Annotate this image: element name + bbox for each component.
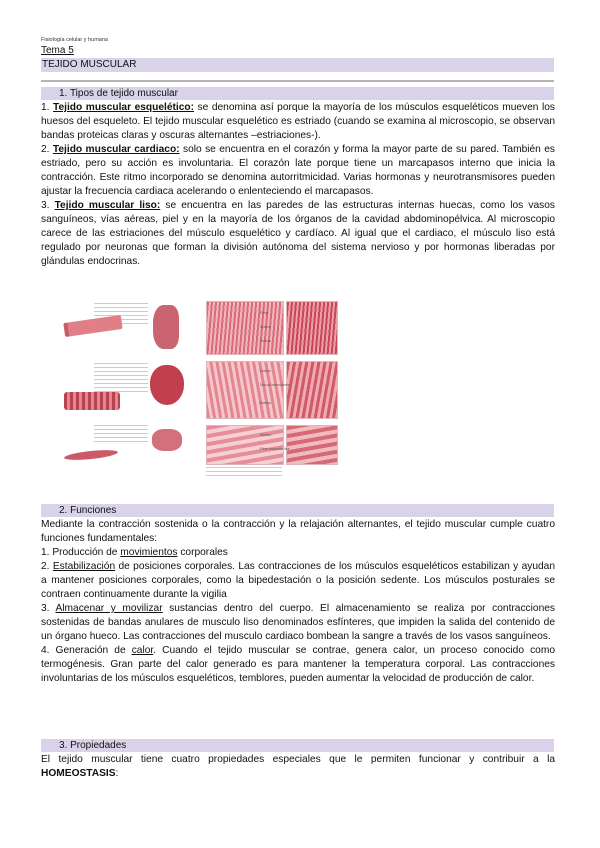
figure-caption-text (206, 467, 282, 479)
skeletal-caption-text (94, 303, 148, 325)
figure-label: Núcleo (260, 369, 271, 373)
item-text: corporales (177, 547, 228, 558)
smooth-fiber-illustration (64, 448, 119, 462)
item-text: . Cuando el tejido muscular se contrae, genera calor, un proceso conocido como termogénesis. Gran parte del calor generado es para mantener la temperatura corporal. Las contracciones involuntarias de los músculos esqueléticos, temblores, pueden aumentar la velocidad de producción de calor. (41, 645, 555, 684)
section-heading-funciones: 2. Funciones (41, 504, 554, 517)
divider (41, 80, 554, 82)
section-body-tipos (41, 101, 555, 269)
figure-label: Fibra (260, 311, 268, 315)
propiedades-intro (41, 753, 555, 781)
figure-label: Núcleo (260, 325, 271, 329)
tipo-item (41, 101, 555, 143)
tema-label: Tema 5 (41, 45, 74, 56)
item-text: solo se encuentra en el corazón y forma la mayor parte de su pared. También es estriado, pero su acción es involuntaria. El corazón late porque tiene un marcapasos interno que inicia la contracción. Este ritmo incorporado se denomina autorritmicidad. Varias hormonas y neurotransmisores pueden ajustar la frecuencia cardiaca acelerando o enlenteciendo el marcapasos. (41, 144, 555, 197)
item-prefix: 2. (41, 561, 53, 572)
figure-label: Estrías (260, 339, 271, 343)
figure-label: Fibra muscular lisa (260, 447, 290, 451)
cardiac-tissue-micrograph-b (286, 361, 338, 419)
item-term: Tejido muscular liso: (54, 200, 161, 211)
item-keyword: Almacenar y movilizar (55, 603, 163, 614)
section-heading-propiedades: 3. Propiedades (41, 739, 554, 752)
item-keyword: movimientos (120, 547, 178, 558)
item-text: sustancias dentro del cuerpo. El almacenamiento se realiza por contracciones sostenidas de bandas anulares de musculo liso denominados esfínteres, que impiden la salida del contenido de un órgano hueco. Las contracciones del musculo cardiaco bombean la sangre a través de los vasos sanguíneos. (41, 603, 555, 642)
smooth-tissue-micrograph-a (206, 425, 284, 465)
item-text: se denomina así porque la mayoría de los músculos esqueléticos mueven los huesos del esqueleto. El tejido muscular esquelético es estriado (cuando se examina al microscopio, se observan bandas proteicas claras y oscuras alternantes –estriaciones-). (41, 102, 556, 141)
smooth-tissue-micrograph-b (286, 425, 338, 465)
item-prefix: 1. Producción de (41, 547, 121, 558)
cardiac-caption-text (94, 363, 148, 395)
item-prefix: 4. Generación de (41, 645, 132, 656)
course-name: Fisiología celular y humana (41, 37, 108, 43)
funcion-item (41, 560, 555, 602)
item-keyword: Estabilización (52, 561, 116, 572)
skeletal-tissue-micrograph-b (286, 301, 338, 355)
chapter-title: TEJIDO MUSCULAR (41, 58, 554, 72)
section-body-funciones (41, 518, 555, 686)
muscle-tissue-figure (58, 297, 338, 487)
homeostasis-term: HOMEOSTASIS (41, 768, 116, 779)
funcion-item (41, 546, 555, 560)
item-text: se encuentra en las paredes de las estructuras internas huecas, como los vasos sanguíneos, vías aéreas, piel y en la mayoría de los órganos de la cavidad abdominopélvica. Al microscopio carece de las estriaciones del músculo esquelético y cardíaco. Al igual que el cardiaco, el músculo liso está regulado por neuronas que forman la división autónoma del sistema nervioso y por hormonas liberadas por glándulas endocrinas. (41, 200, 555, 267)
section-body-propiedades (41, 753, 555, 781)
arm-muscle-illustration (153, 305, 179, 349)
item-number: 3. (41, 200, 55, 211)
figure-label: Discos intercalares (260, 383, 290, 387)
item-text: de posiciones corporales. Las contracciones de los músculos esqueléticos estabilizan y ayudan a mantener posiciones corporales, como la bipedestación o la posición sedente. Los músculos posturales se contraen continuamente durante la vigilia (41, 561, 556, 600)
tipo-item (41, 199, 555, 269)
tipo-item (41, 143, 555, 199)
figure-label: Estrías (260, 401, 271, 405)
figure-label: Núcleo (260, 433, 271, 437)
item-term: Tejido muscular esquelético: (53, 102, 195, 113)
section-heading-tipos: 1. Tipos de tejido muscular (41, 87, 554, 100)
item-number: 1. (41, 102, 54, 113)
item-keyword: calor (131, 645, 154, 656)
heart-illustration (150, 365, 184, 405)
funcion-item (41, 644, 555, 686)
funciones-intro: Mediante la contracción sostenida o la contracción y la relajación alternantes, el tejido muscular cumple cuatro funciones fundamentales: (41, 519, 555, 544)
cardiac-tissue-micrograph-a (206, 361, 284, 419)
intro-text: El tejido muscular tiene cuatro propiedades especiales que le permiten funcionar y contribuir a la (41, 754, 555, 765)
intro-colon: : (115, 768, 119, 779)
smooth-caption-text (94, 425, 148, 443)
intestine-illustration (152, 429, 182, 451)
skeletal-tissue-micrograph-a (206, 301, 284, 355)
item-prefix: 3. (41, 603, 56, 614)
funcion-item (41, 602, 555, 644)
item-number: 2. (41, 144, 53, 155)
item-term: Tejido muscular cardiaco: (52, 144, 180, 155)
